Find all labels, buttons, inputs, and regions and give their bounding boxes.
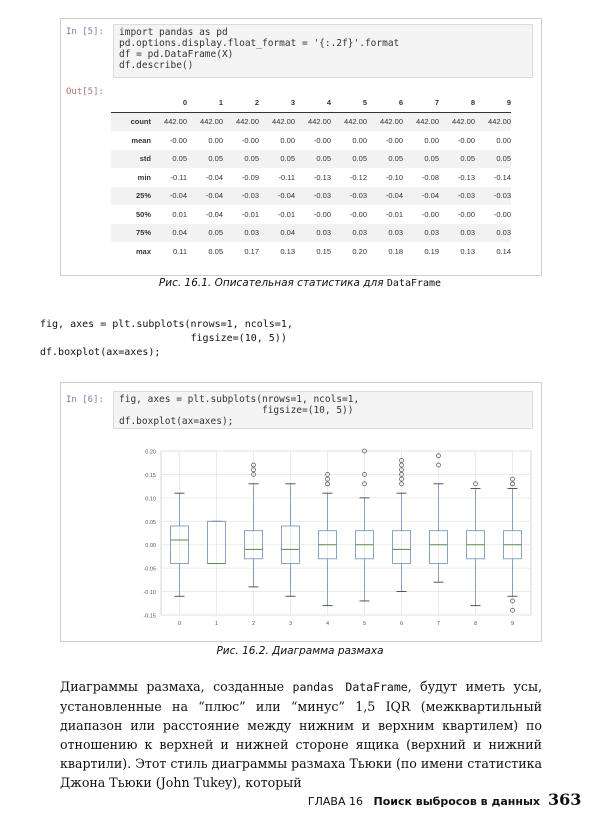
table-cell: 442.00 (223, 112, 259, 131)
in-prompt-5: In [5]: (66, 27, 104, 37)
code-line: pd.options.display.float_format = '{:.2f}'.format (119, 38, 400, 49)
table-cell: -0.00 (493, 209, 511, 219)
table-cell: -0.00 (313, 135, 331, 145)
table-cell: -0.03 (439, 187, 475, 206)
table-cell: -0.03 (295, 187, 331, 206)
table-cell: 442.00 (259, 112, 295, 131)
table-cell: -0.04 (151, 187, 187, 206)
table-cell: -0.13 (457, 172, 475, 182)
table-cell: -0.01 (241, 209, 259, 219)
code-line: import pandas as pd (119, 27, 228, 38)
table-cell: -0.04 (205, 172, 223, 182)
x-tick-label: 3 (288, 621, 293, 627)
table-cell: 0.05 (259, 150, 295, 169)
table-cell: 442.00 (331, 112, 367, 131)
row-label: 25% (111, 187, 151, 206)
table-cell: 442.00 (187, 112, 223, 131)
column-header: 5 (331, 93, 367, 112)
body-paragraph (60, 677, 542, 792)
table-cell: 0.11 (172, 246, 187, 256)
table-cell: 0.18 (388, 246, 403, 256)
table-row (111, 205, 511, 224)
table-cell: -0.14 (493, 172, 511, 182)
table-row (111, 168, 511, 187)
table-cell: 0.20 (352, 246, 367, 256)
table-cell: -0.00 (457, 135, 475, 145)
table-cell: -0.13 (313, 172, 331, 182)
table-cell: 0.15 (316, 246, 331, 256)
column-header: 7 (403, 93, 439, 112)
in-prompt-6: In [6]: (66, 395, 104, 405)
chapter-label: ГЛАВА 16 (307, 795, 363, 808)
table-cell: 0.03 (331, 224, 367, 243)
caption-text: Рис. 16.2. Диаграмма размаха (216, 645, 384, 657)
paragraph-code: pandas DataFrame (292, 680, 408, 694)
table-cell: 442.00 (439, 112, 475, 131)
table-cell: 0.13 (460, 246, 475, 256)
table-cell: -0.04 (187, 187, 223, 206)
code-line: fig, axes = plt.subplots(nrows=1, ncols=1, (40, 319, 293, 330)
code-line: df.boxplot(ax=axes); (40, 347, 161, 358)
table-cell: 0.17 (244, 246, 259, 256)
table-row (111, 131, 511, 150)
table-cell: -0.00 (385, 135, 403, 145)
table-cell: 0.05 (187, 150, 223, 169)
figure-caption-16-2 (0, 645, 600, 657)
paragraph-text: Диаграммы размаха, созданные (60, 679, 293, 694)
table-cell: -0.12 (349, 172, 367, 182)
table-cell: 0.14 (496, 246, 511, 256)
column-header: 8 (439, 93, 475, 112)
code-listing (40, 318, 293, 360)
boxplot-chart (131, 445, 535, 635)
table-cell: -0.08 (421, 172, 439, 182)
x-tick-label: 4 (325, 621, 330, 627)
code-line: df.boxplot(ax=axes); (119, 416, 234, 427)
table-cell: -0.10 (385, 172, 403, 182)
table-cell: 442.00 (295, 112, 331, 131)
table-cell: 0.05 (223, 150, 259, 169)
table-cell: 0.04 (259, 224, 295, 243)
table-row (111, 150, 511, 169)
table-cell: 0.00 (280, 135, 295, 145)
table-cell: -0.00 (169, 135, 187, 145)
table-cell: -0.11 (278, 172, 295, 182)
table-cell: 0.00 (208, 135, 223, 145)
x-tick-label: 7 (436, 621, 441, 627)
code-line: df.describe() (119, 60, 194, 71)
row-label: min (137, 172, 151, 182)
table-row (111, 187, 511, 206)
column-header: 0 (151, 93, 187, 112)
column-header: 6 (367, 93, 403, 112)
x-tick-label: 2 (251, 621, 256, 627)
table-cell: -0.04 (403, 187, 439, 206)
table-cell: -0.11 (170, 172, 187, 182)
table-cell: 0.00 (352, 135, 367, 145)
table-cell: -0.03 (331, 187, 367, 206)
table-cell: 0.03 (403, 224, 439, 243)
y-tick-label: -0.15 (143, 613, 156, 620)
table-cell: 0.05 (187, 224, 223, 243)
column-header: 1 (187, 93, 223, 112)
notebook-cell-describe (60, 18, 542, 276)
table-cell: 0.05 (295, 150, 331, 169)
caption-text: Рис. 16.1. Описательная статистика для (158, 277, 387, 289)
row-label: 75% (111, 224, 151, 243)
table-cell: -0.00 (421, 209, 439, 219)
table-cell: 0.05 (475, 150, 511, 169)
table-cell: 0.03 (367, 224, 403, 243)
x-tick-label: 9 (510, 621, 515, 627)
table-cell: -0.01 (277, 209, 295, 219)
table-cell: 0.04 (151, 224, 187, 243)
code-line: fig, axes = plt.subplots(nrows=1, ncols=1, (119, 394, 360, 405)
table-cell: 0.00 (496, 135, 511, 145)
row-label: mean (131, 135, 151, 145)
table-cell: 0.03 (475, 224, 511, 243)
y-tick-label: -0.05 (143, 566, 156, 573)
table-cell: 0.05 (403, 150, 439, 169)
table-cell: 0.03 (439, 224, 475, 243)
y-tick-label: 0.00 (145, 543, 156, 550)
y-tick-label: -0.10 (143, 590, 156, 597)
table-row (111, 242, 511, 261)
paragraph-text: , будут иметь усы, установленные на “плюс” или “минус” 1,5 IQR (межквартильный диапазон или расстояние между нижним и верхним квартилем) по отношению к верхней и нижней стороне ящика (верхний и нижний квартили). Этот стиль диаграммы размаха Тьюки (по имени статистика Джона Тьюки (John Tukey), который (60, 679, 543, 790)
table-cell: -0.00 (241, 135, 259, 145)
table-cell: 0.05 (367, 150, 403, 169)
table-cell: -0.00 (457, 209, 475, 219)
x-tick-label: 1 (214, 621, 219, 627)
row-label: 50% (135, 209, 151, 219)
table-cell: 0.05 (151, 150, 187, 169)
table-cell: -0.00 (349, 209, 367, 219)
running-footer (0, 795, 540, 808)
page-number: 363 (548, 790, 582, 809)
corner-header (111, 93, 151, 112)
x-tick-label: 6 (399, 621, 404, 627)
y-tick-label: 0.10 (145, 496, 156, 503)
table-cell: 0.05 (331, 150, 367, 169)
column-header: 2 (223, 93, 259, 112)
code-line: figsize=(10, 5)) (40, 333, 287, 344)
table-cell: 0.03 (295, 224, 331, 243)
table-cell: 442.00 (151, 112, 187, 131)
describe-table (111, 93, 511, 261)
row-label: std (111, 150, 151, 169)
table-cell: -0.00 (313, 209, 331, 219)
table-cell: 0.05 (208, 246, 223, 256)
table-row (111, 224, 511, 243)
table-cell: 0.03 (223, 224, 259, 243)
table-cell: 0.01 (172, 209, 187, 219)
y-tick-label: 0.15 (145, 472, 156, 479)
out-prompt-5: Out[5]: (66, 87, 104, 97)
figure-caption-16-1 (0, 277, 600, 289)
code-line: df = pd.DataFrame(X) (119, 49, 234, 60)
table-cell: 442.00 (475, 112, 511, 131)
row-label: max (135, 246, 151, 256)
x-tick-label: 8 (473, 621, 478, 627)
table-cell: 442.00 (403, 112, 439, 131)
column-header: 9 (475, 93, 511, 112)
x-tick-label: 5 (362, 621, 367, 627)
table-cell: 0.13 (280, 246, 295, 256)
table-cell: 0.05 (439, 150, 475, 169)
table-cell: 442.00 (367, 112, 403, 131)
y-tick-label: 0.20 (145, 449, 156, 456)
table-cell: 0.19 (424, 246, 439, 256)
table-cell: -0.01 (385, 209, 403, 219)
notebook-cell-boxplot (60, 382, 542, 642)
column-header: 4 (295, 93, 331, 112)
column-header: 3 (259, 93, 295, 112)
x-tick-label: 0 (177, 621, 182, 627)
caption-code: DataFrame (386, 278, 442, 289)
table-cell: -0.04 (259, 187, 295, 206)
code-line: figsize=(10, 5)) (119, 405, 354, 416)
table-cell: -0.09 (241, 172, 259, 182)
table-cell: 0.00 (424, 135, 439, 145)
row-label: count (111, 112, 151, 131)
table-cell: -0.03 (223, 187, 259, 206)
code-cell-describe[interactable] (113, 24, 533, 78)
table-row (111, 112, 511, 131)
y-tick-label: 0.05 (145, 519, 156, 526)
table-cell: -0.03 (475, 187, 511, 206)
table-cell: -0.04 (205, 209, 223, 219)
table-cell: -0.04 (367, 187, 403, 206)
chapter-title: Поиск выбросов в данных (373, 795, 540, 808)
code-cell-boxplot[interactable] (113, 391, 533, 429)
